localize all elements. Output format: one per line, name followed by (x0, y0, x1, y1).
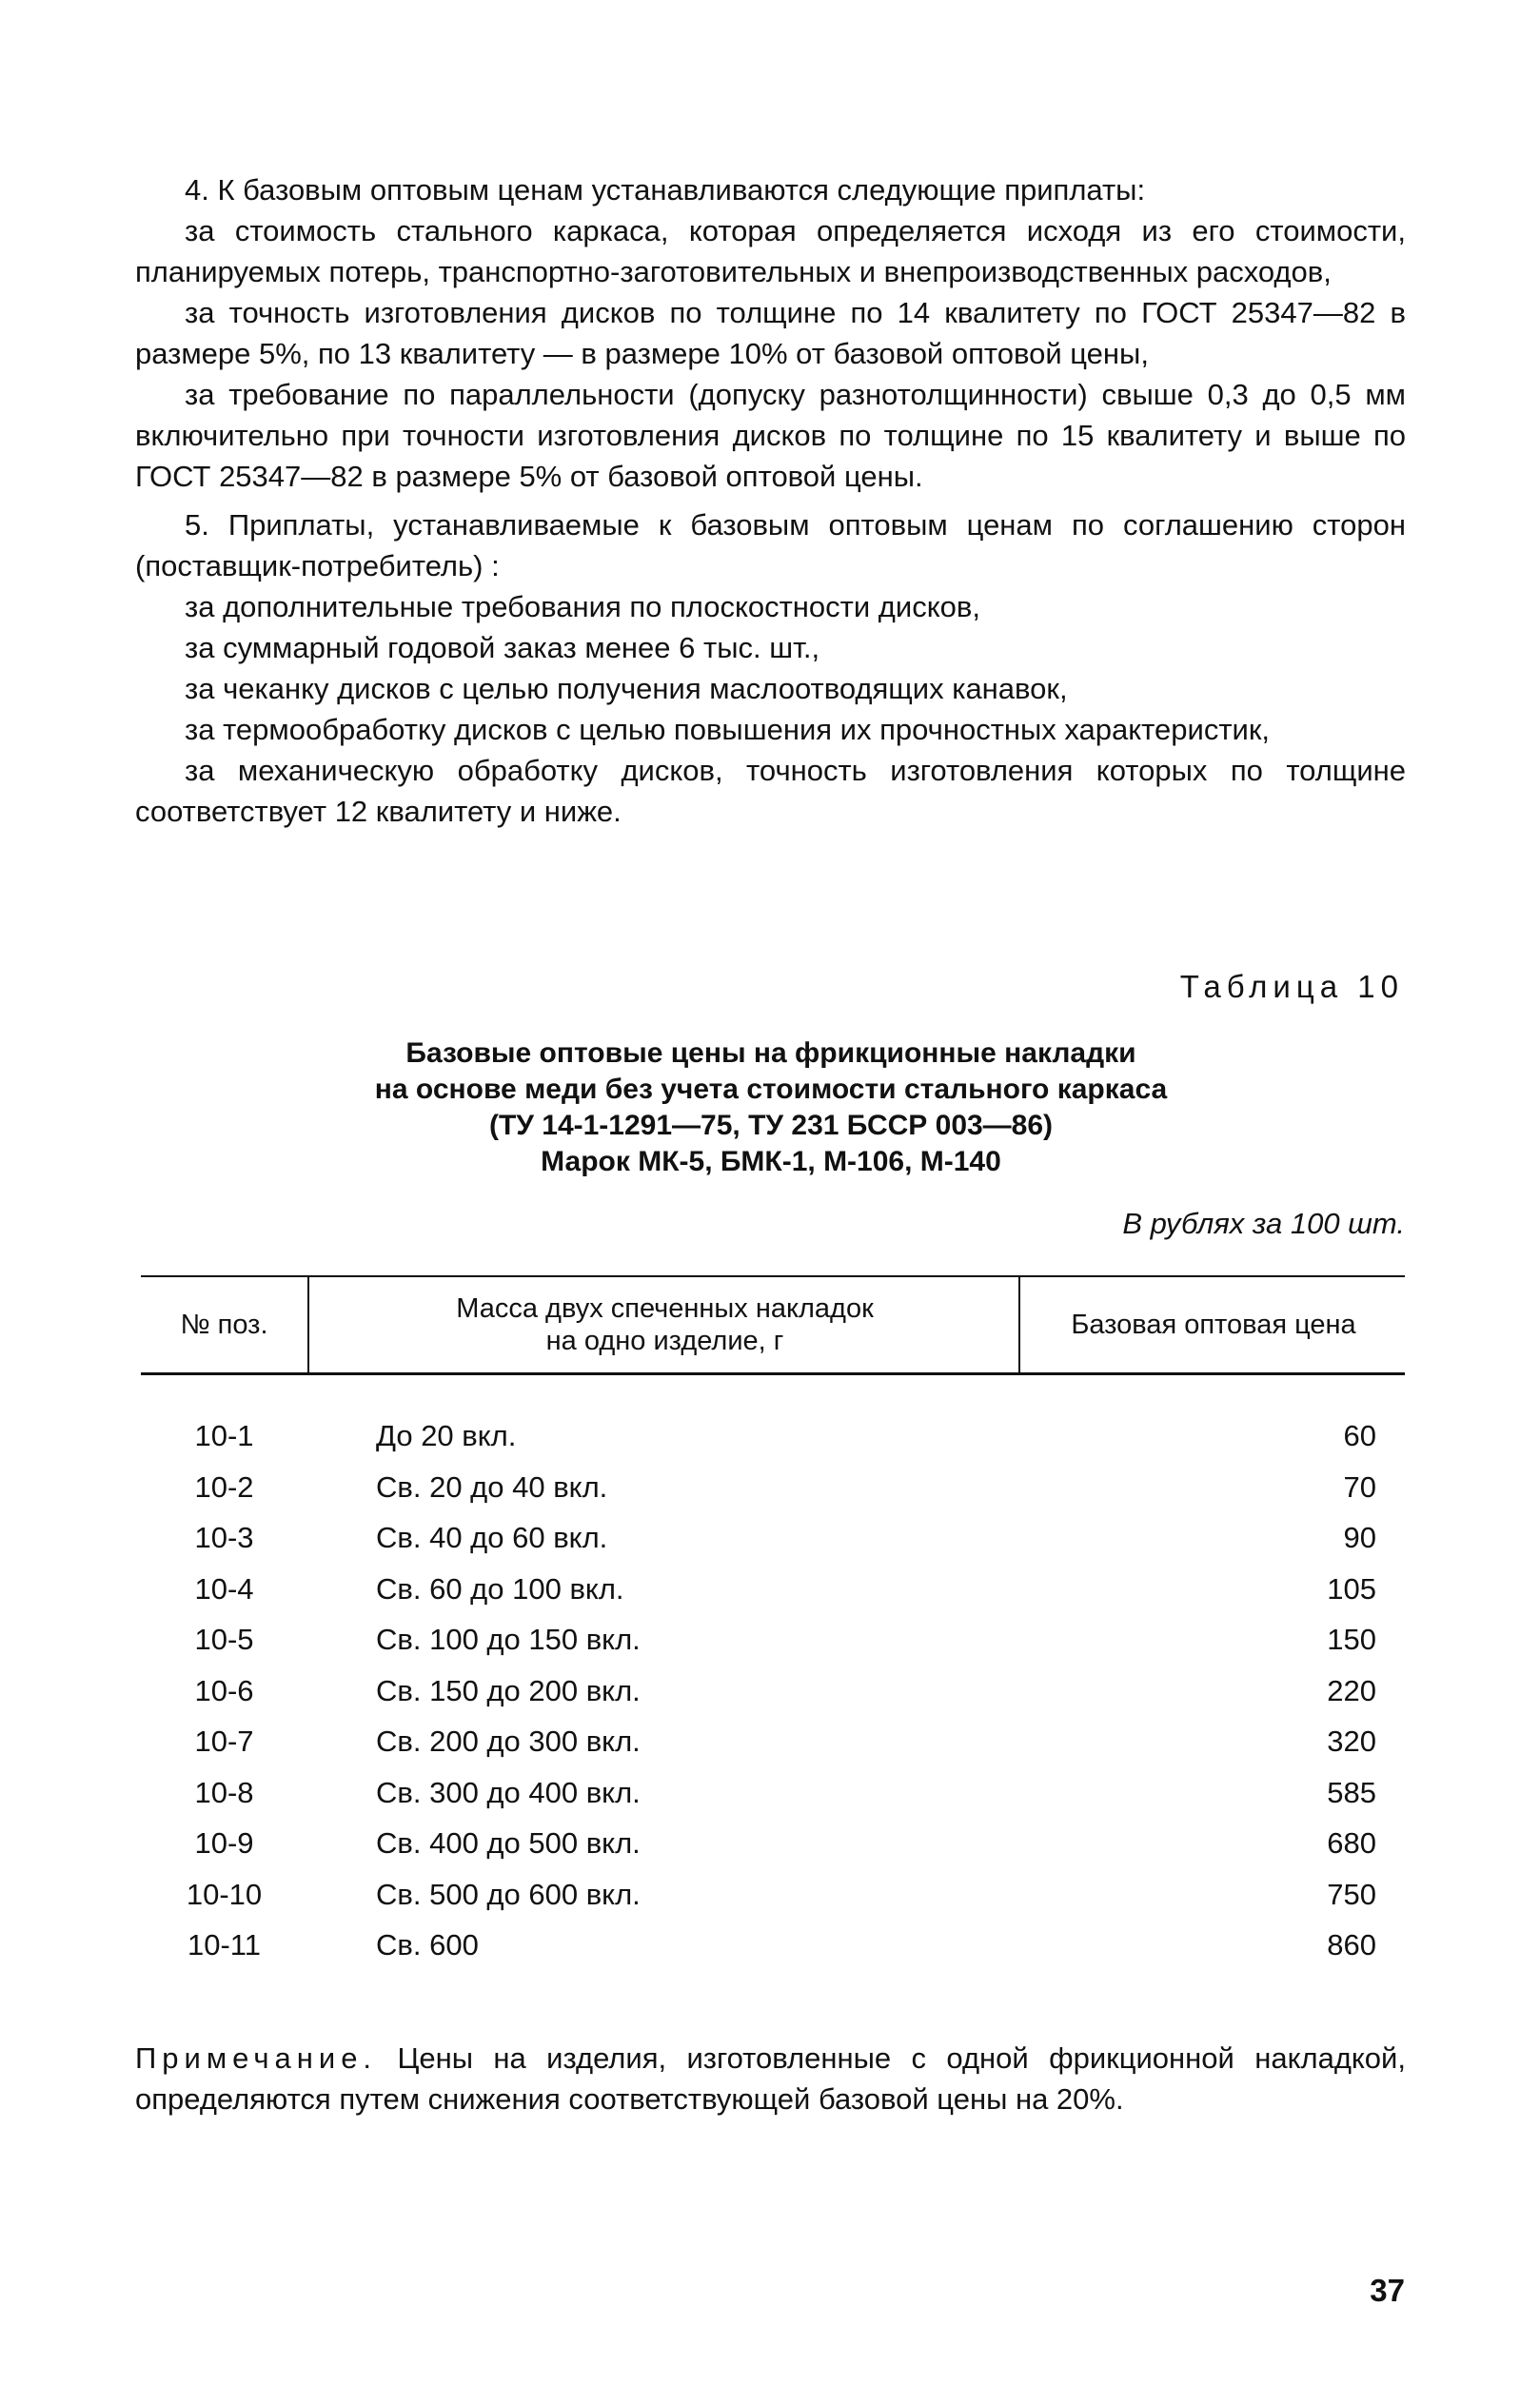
table-label: Таблица 10 (1179, 969, 1404, 1004)
cell-position: 10-2 (194, 1469, 254, 1504)
cell-price: 680 (1327, 1826, 1376, 1860)
header-mass-line: Масса двух спеченных накладок (456, 1293, 874, 1324)
cell-mass: До 20 вкл. (376, 1419, 517, 1452)
cell-mass: Св. 500 до 600 вкл. (376, 1877, 641, 1911)
table-units: В рублях за 100 шт. (1122, 1207, 1405, 1240)
cell-position: 10-11 (188, 1928, 261, 1961)
table-title-line: (ТУ 14-1-1291—75, ТУ 231 БССР 003—86) (488, 1110, 1054, 1141)
cell-position: 10-1 (194, 1419, 254, 1452)
table-row (141, 1920, 1405, 1971)
cell-mass: Св. 300 до 400 вкл. (376, 1775, 641, 1809)
table-row (141, 1767, 1405, 1819)
table-row (141, 1614, 1405, 1666)
paragraph-5-title: 5. Приплаты, устанавливаемые к базовым оптовым ценам по соглашению сторон (поставщик-потребитель) : (135, 508, 1406, 582)
cell-position: 10-10 (186, 1877, 263, 1911)
table-note (135, 2038, 1406, 2119)
table-row (141, 1512, 1405, 1564)
note-text: Цены на изделия, изготовленные с одной фрикционной накладкой, определяются путем снижения соответствующей базовой цены на 20%. (135, 2041, 1406, 2116)
cell-position: 10-7 (194, 1725, 254, 1758)
table-title-line: Марок МК-5, БМК-1, М-106, М-140 (541, 1146, 1001, 1177)
cell-price: 220 (1327, 1673, 1376, 1707)
header-position: № поз. (180, 1310, 268, 1340)
cell-position: 10-9 (194, 1826, 254, 1860)
cell-price: 585 (1327, 1775, 1376, 1809)
header-price: Базовая оптовая цена (1018, 1277, 1407, 1372)
cell-mass: Св. 200 до 300 вкл. (376, 1725, 641, 1758)
paragraph-5-item: за чеканку дисков с целью получения маслоотводящих канавок, (185, 672, 1068, 705)
note-label: Примечание. (135, 2041, 378, 2075)
cell-price: 70 (1343, 1469, 1376, 1504)
table-row (141, 1462, 1405, 1513)
cell-price: 320 (1327, 1725, 1376, 1758)
cell-position: 10-3 (194, 1521, 254, 1554)
cell-position: 10-5 (194, 1623, 254, 1656)
table-body (141, 1410, 1405, 1971)
paragraph-4-item: за стоимость стального каркаса, которая определяется исходя из его стоимости, планируемых потерь, транспортно-заготовительных и внепроизводственных расходов, (135, 214, 1406, 288)
table-title-line: Базовые оптовые цены на фрикционные накладки (405, 1037, 1136, 1069)
paragraph-5-item: за термообработку дисков с целью повышения их прочностных характеристик, (185, 713, 1271, 746)
table-title (228, 1035, 1313, 1180)
cell-price: 60 (1343, 1419, 1376, 1452)
paragraph-4-item: за точность изготовления дисков по толщине по 14 квалитету по ГОСТ 25347—82 в размере 5%, по 13 квалитету — в размере 10% от базовой оптовой цены, (135, 296, 1406, 370)
cell-mass: Св. 150 до 200 вкл. (376, 1673, 641, 1707)
table-row (141, 1818, 1405, 1869)
paragraph-4-title: 4. К базовым оптовым ценам устанавливаются следующие приплаты: (185, 173, 1146, 207)
cell-mass: Св. 400 до 500 вкл. (376, 1826, 641, 1860)
cell-mass: Св. 600 (376, 1928, 479, 1961)
table-row (141, 1716, 1405, 1767)
cell-price: 150 (1327, 1623, 1376, 1656)
table-row (141, 1410, 1405, 1462)
cell-mass: Св. 40 до 60 вкл. (376, 1521, 608, 1554)
cell-price: 90 (1343, 1521, 1376, 1554)
table-row (141, 1666, 1405, 1717)
cell-price: 750 (1327, 1877, 1376, 1911)
table-row (141, 1869, 1405, 1921)
supplements-section (135, 169, 1406, 832)
cell-position: 10-8 (194, 1775, 254, 1809)
cell-price: 860 (1327, 1928, 1376, 1961)
cell-mass: Св. 100 до 150 вкл. (376, 1623, 641, 1656)
cell-position: 10-6 (194, 1673, 254, 1707)
cell-mass: Св. 20 до 40 вкл. (376, 1469, 608, 1504)
table-header (141, 1275, 1405, 1375)
paragraph-5-item: за суммарный годовой заказ менее 6 тыс. шт., (185, 631, 820, 664)
paragraph-5-item: за дополнительные требования по плоскостности дисков, (185, 590, 980, 623)
cell-price: 105 (1327, 1571, 1376, 1606)
table-row (141, 1564, 1405, 1615)
paragraph-4-item: за требование по параллельности (допуску разнотолщинности) свыше 0,3 до 0,5 мм включительно при точности изготовления дисков по толщине по 15 квалитету и выше по ГОСТ 25347—82 в размере 5% от базовой оптовой цены. (135, 378, 1406, 493)
cell-mass: Св. 60 до 100 вкл. (376, 1571, 624, 1606)
header-mass (307, 1277, 1020, 1372)
paragraph-5-item: за механическую обработку дисков, точность изготовления которых по толщине соответствует 12 квалитету и ниже. (135, 754, 1406, 828)
page-number: 37 (1370, 2273, 1405, 2308)
table-title-line: на основе меди без учета стоимости стального каркаса (374, 1074, 1168, 1105)
cell-position: 10-4 (194, 1571, 254, 1606)
header-mass-line: на одно изделие, г (545, 1326, 784, 1356)
